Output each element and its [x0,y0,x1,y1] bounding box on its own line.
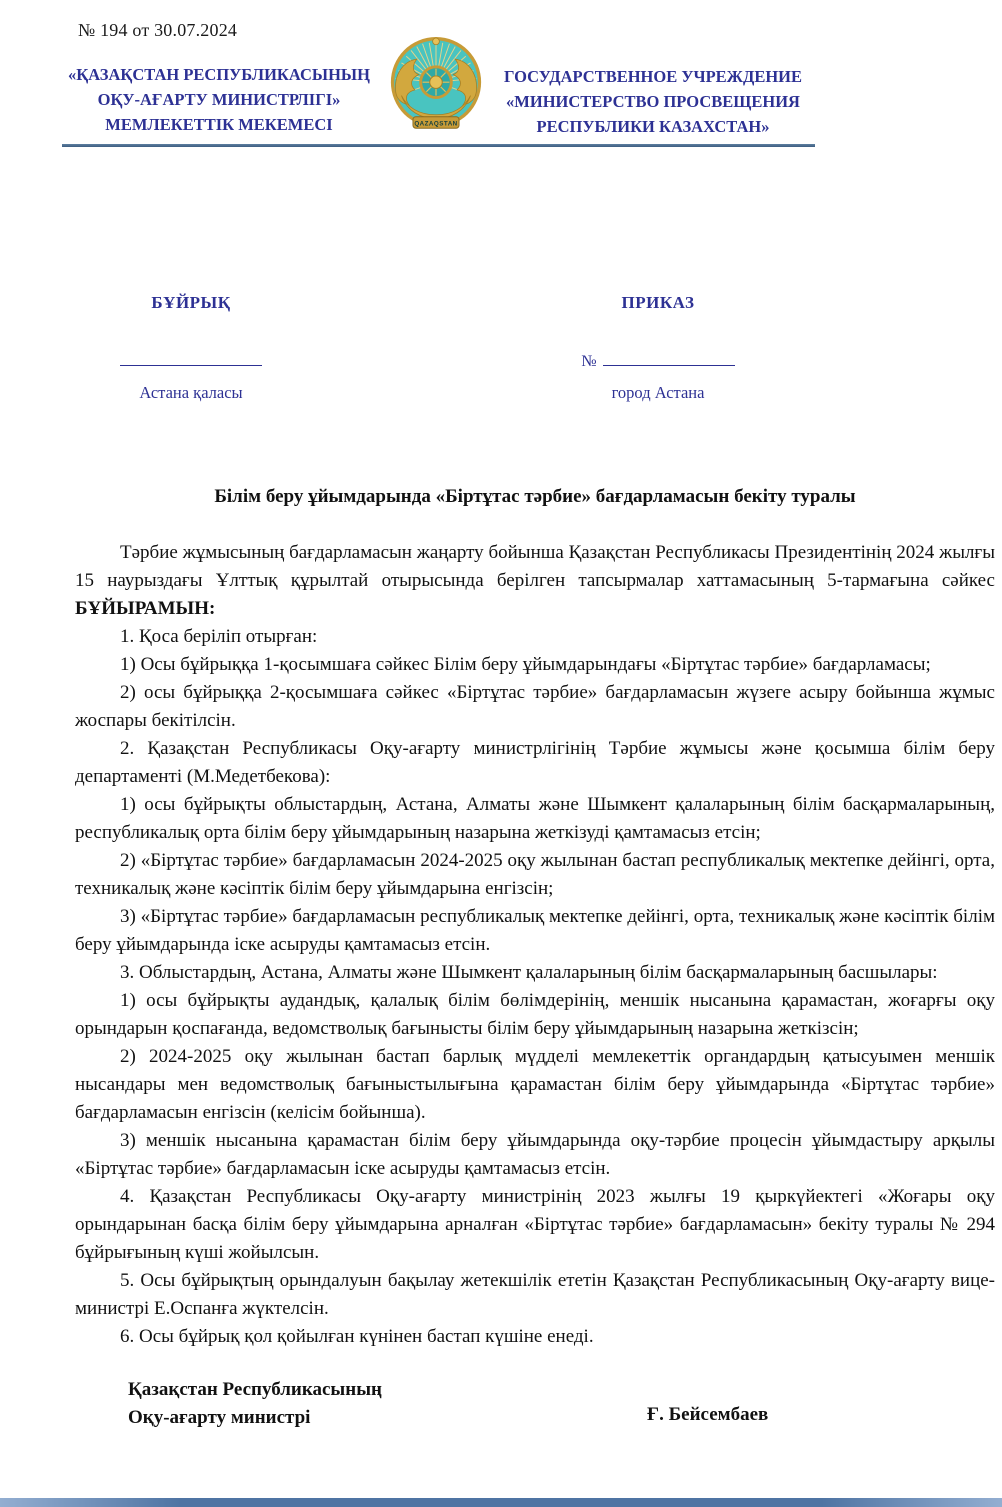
org-name-kazakh-line2: ОҚУ-АҒАРТУ МИНИСТРЛІГІ» [97,90,341,109]
body-paragraph: 1) осы бұйрықты аудандық, қалалық білім бөлімдерінің, меншік нысанына қарамастан, жоғарғы оқу орындарын қоспағанда, ведомстволық бағынысты білім беру ұйымдарының назарына жеткізсін; [75,990,995,1039]
intro-directive: БҰЙЫРАМЫН: [75,598,216,619]
body-paragraph: 2) осы бұйрыққа 2-қосымшаға сәйкес «Біртұтас тәрбие» бағдарламасын жүзеге асыру бойынша жұмыс жоспары бекітілсін. [75,682,995,731]
order-number-blank-right [548,351,768,371]
kazakhstan-coat-of-arms-icon [388,36,484,136]
intro-paragraph [75,539,995,623]
signature-block [128,1376,382,1432]
body-paragraph: 3) меншік нысанына қарамастан білім беру ұйымдарында оқу-тәрбие процесін ұйымдастыру арқылы «Біртұтас тәрбие» бағдарламасын іске асыруды қамтамасыз етсін. [75,1130,995,1179]
order-date-blank-left [81,351,301,371]
org-name-russian [489,48,817,139]
body-paragraph: 1. Қоса беріліп отырған: [120,626,318,647]
signature-org-line2: Оқу-ағарту министрі [128,1407,311,1428]
body-paragraph: 2) «Біртұтас тәрбие» бағдарламасын 2024-2025 оқу жылынан бастап республикалық мектепке дейінгі, орта, техникалық және кәсіптік білім беру ұйымдарына енгізсін; [75,850,995,899]
signature-name: Ғ. Бейсембаев [647,1404,769,1425]
org-name-kazakh-line3: МЕМЛЕКЕТТІК МЕКЕМЕСІ [105,115,333,134]
body-paragraph: 5. Осы бұйрықтың орындалуын бақылау жетекшілік ететін Қазақстан Республикасының Оқу-ағарту вице-министрі Е.Оспанға жүктелсін. [75,1270,995,1319]
body-paragraph: 1) Осы бұйрыққа 1-қосымшаға сәйкес Білім беру ұйымдарындағы «Біртұтас тәрбие» бағдарламасы; [120,654,931,675]
document-title: Білім беру ұйымдарында «Біртұтас тәрбие» бағдарламасын бекіту туралы [214,486,856,507]
letterhead-divider [62,144,815,147]
blank-underline [120,351,262,366]
body-paragraph: 2) 2024-2025 оқу жылынан бастап барлық мүдделі мемлекеттік органдардың қатысуымен меншік нысандары мен ведомстволық бағыныстылығына қарамастан білім беру ұйымдарында «Біртұтас тәрбие» бағдарламасын енгізсін (келісім бойынша). [75,1046,995,1123]
emblem-banner [413,117,459,129]
org-name-russian-line1: ГОСУДАРСТВЕННОЕ УЧРЕЖДЕНИЕ [503,67,803,86]
city-kazakh: Астана қаласы [139,383,243,402]
order-word-russian: ПРИКАЗ [621,293,695,312]
order-heading-kazakh [81,293,301,403]
order-word-kazakh: БҰЙРЫҚ [151,293,231,312]
body-paragraph: 1) осы бұйрықты облыстардың, Астана, Алматы және Шымкент қалаларының білім басқармаларының, республикалық орта білім беру ұйымдарының назарына жеткізуді қамтамасыз етсін; [75,794,995,843]
letterhead [55,48,817,139]
document-body [75,539,995,1351]
org-name-russian-line2: «МИНИСТЕРСТВО ПРОСВЕЩЕНИЯ [506,92,800,111]
city-russian: город Астана [611,383,705,402]
order-heading-russian [548,293,768,403]
org-name-kazakh-line1: «ҚАЗАҚСТАН РЕСПУБЛИКАСЫНЫҢ [68,65,370,84]
number-sign: № [581,353,597,370]
body-paragraph: 3. Облыстардың, Астана, Алматы және Шымкент қалаларының білім басқармаларының басшылары: [120,962,938,983]
intro-lead: Тәрбие жұмысының бағдарламасын жаңарту бойынша Қазақстан Республикасы Президентінің 2024 жылғы 15 наурыздағы Ұлттық құрылтай отырысында берілген тапсырмалар хаттамасының 5-тармағына сәйкес [75,542,995,591]
org-name-russian-line3: РЕСПУБЛИКИ КАЗАХСТАН» [536,117,770,136]
page-bottom-edge [0,1498,1002,1507]
org-name-kazakh [55,48,383,137]
svg-text:QAZAQSTAN: QAZAQSTAN [414,120,458,128]
body-paragraph: 4. Қазақстан Республикасы Оқу-ағарту министрінің 2023 жылғы 19 қыркүйектегі «Жоғары оқу орындарынан басқа білім беру ұйымдарына арналған «Біртұтас тәрбие» бағдарламасын» бекіту туралы № 294 бұйрығының күші жойылсын. [75,1186,995,1263]
signature-org-line1: Қазақстан Республикасының [128,1379,382,1400]
body-paragraph: 6. Осы бұйрық қол қойылған күнінен бастап күшіне енеді. [120,1326,594,1347]
document-number-date: № 194 от 30.07.2024 [78,20,238,40]
blank-underline [603,351,735,366]
body-paragraph: 2. Қазақстан Республикасы Оқу-ағарту министрлігінің Тәрбие жұмысы және қосымша білім беру департаменті (М.Медетбекова): [75,738,995,787]
body-paragraph: 3) «Біртұтас тәрбие» бағдарламасын республикалық мектепке дейінгі, орта, техникалық және кәсіптік білім беру ұйымдарында іске асыруды қамтамасыз етсін. [75,906,995,955]
